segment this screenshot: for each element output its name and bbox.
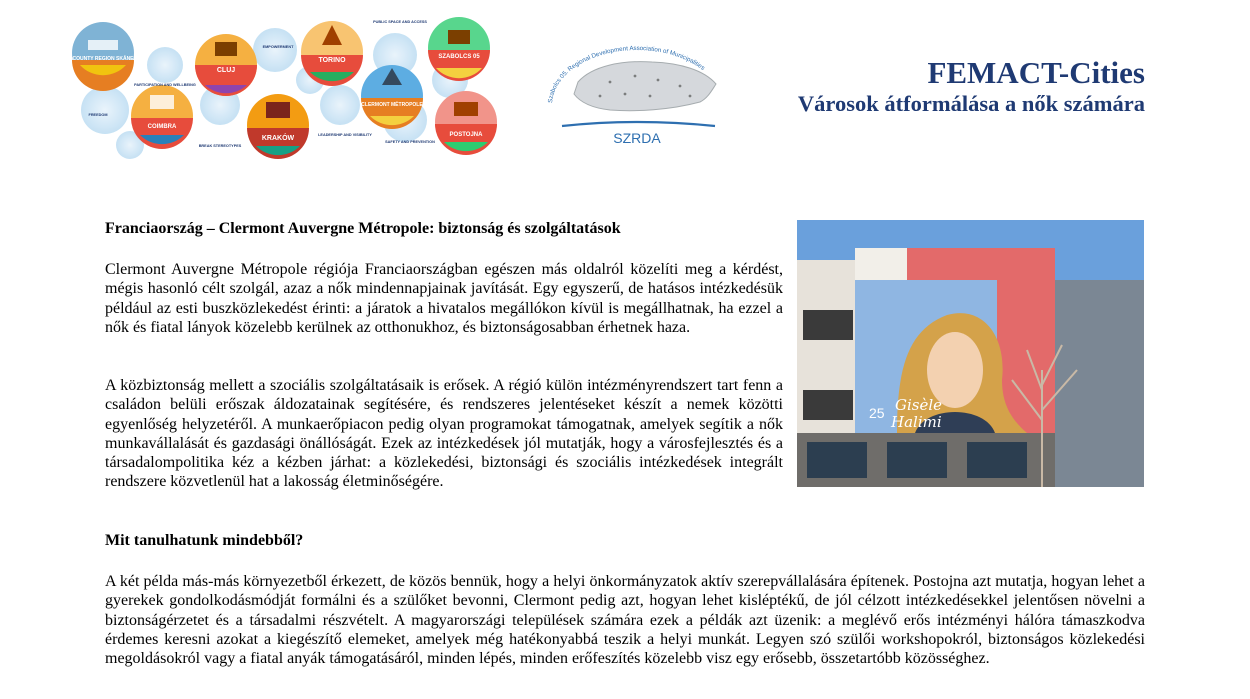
paragraph-clermont-services: A közbiztonság mellett a szociális szolgáltatásaik is erősek. A régió külön intézményrendszert tart fenn a családon belüli erőszak áldozatainak segítésére, és rendszeres jelentéseket készít a nemek közötti egyenlőség helyzetéről. A munkaerőpiacon pedig olyan programokat támogatnak, amelyek segítik a nők munkavállalását és gazdasági önállóságát. Ezek az intézkedések jól mutatják, hogy a városfejlesztés és a társadalompolitika kéz a kézben járhat: a közlekedési, biztonsági és szociális intézkedések integrált rendszere közvetlenül hat a lakosság életminőségére.: [105, 377, 783, 491]
mural-name-first: Gisèle: [895, 396, 943, 414]
city-logo-skane: [72, 22, 134, 91]
city-label-szabolcs: SZABOLCS 05: [438, 54, 480, 60]
theme-label-freedom: FREEDOM: [88, 113, 108, 117]
theme-label-safety: SAFETY AND PREVENTION: [385, 140, 435, 144]
mural-number: 25: [869, 405, 885, 421]
theme-label-participation: PARTICIPATION AND WELLBEING: [134, 83, 196, 87]
szrda-label: SZRDA: [613, 130, 661, 146]
city-logo-postojna: [435, 91, 497, 155]
city-logo-coimbra: [131, 85, 193, 149]
theme-label-empowerment: EMPOWERMENT: [262, 45, 294, 49]
theme-label-leadership: LEADERSHIP AND VISIBILITY: [318, 133, 372, 137]
project-subtitle: Városok átformálása a nők számára: [797, 91, 1145, 116]
city-label-skane: COUNTY REGION SKÅNE: [72, 56, 134, 62]
city-logo-cluj: [195, 34, 257, 96]
femact-logo-cluster: [60, 10, 510, 160]
city-label-coimbra: COIMBRA: [147, 124, 177, 130]
city-logo-torino: [301, 21, 363, 86]
city-label-postojna: POSTOJNA: [449, 132, 483, 138]
mural-photo: [797, 220, 1144, 487]
theme-label-public-space: PUBLIC SPACE AND ACCESS: [373, 20, 427, 24]
project-title: FEMACT-Cities: [927, 55, 1145, 90]
szrda-county-map: [574, 62, 716, 111]
section-heading-lessons: Mit tanulhatunk mindebből?: [105, 532, 304, 549]
paragraph-lessons: A két példa más-más környezetből érkezett, de közös bennük, hogy a helyi önkormányzatok aktív szerepvállalására építenek. Postojna azt mutatja, hogyan lehet a gyerekek gondolkodásmódját formálni és a szülőket bevonni, Clermont pedig azt, hogyan lehet kisléptékű, de jól célzott intézkedésekkel jelentősen növelni a biztonságérzetet és a társadalmi részvételt. A magyarországi települések számára ezek a példák azt üzenik: a meglévő erős intézményi hálóra támaszkodva érdemes keresni azokat a kiegészítő elemeket, amelyek még hatékonyabbá teszik a helyi munkát. Legyen szó szülői workshopokról, biztonságos közlekedési megoldásokról vagy a fiatal anyák támogatásáról, minden lépés, minden erőfeszítés közelebb visz egy erősebb, összetartóbb közösséghez.: [105, 573, 1145, 668]
city-logo-szabolcs: [428, 17, 490, 81]
paragraph-clermont-intro: Clermont Auvergne Métropole régiója Franciaországban egészen más oldalról közelíti meg a kérdést, mégis hasonló célt szolgál, azaz a nők mindennapjainak javítását. Egy egyszerű, de hatásos intézkedésük például az esti buszközlekedést érinti: a járatok a hivatalos megállókon kívül is megállhatnak, ha ezzel a nők és fiatal lányok közelebb kerülnek az otthonukhoz, és biztonságosabban érhetnek haza.: [105, 261, 783, 336]
szrda-logo: [540, 30, 735, 150]
city-label-cluj: CLUJ: [216, 67, 236, 74]
brand-heading: [798, 56, 1145, 118]
city-label-torino: TORINO: [318, 57, 346, 64]
mural-name-last: Halimi: [891, 413, 942, 431]
city-label-krakow: KRAKÓW: [261, 135, 295, 142]
szrda-ring-text: Szabolcs 05. Regional Development Association of Municipalities: [547, 44, 706, 104]
theme-label-stereotypes: BREAK STEREOTYPES: [198, 144, 242, 148]
city-logo-clermont: [361, 65, 423, 129]
szrda-underline: [562, 122, 715, 126]
city-label-clermont: CLERMONT MÉTROPOLE: [361, 102, 423, 108]
city-logo-krakow: [247, 94, 309, 159]
section-heading-clermont: Franciaország – Clermont Auvergne Métropole: biztonság és szolgáltatások: [105, 220, 621, 237]
